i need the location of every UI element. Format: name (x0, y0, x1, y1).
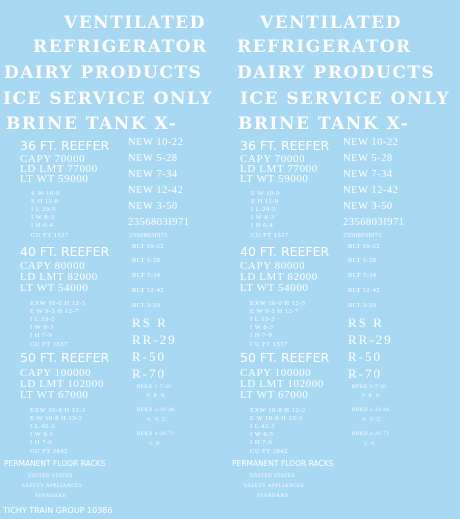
code-r-50: R-50 (348, 349, 382, 364)
rpkd-line: RPKD 1-7-30 (137, 385, 172, 390)
code-rr-29: RR-29 (132, 332, 177, 347)
rpkd-road: P. R. R. (362, 394, 382, 399)
floor-racks-label: PERMANENT FLOOR RACKS (232, 459, 334, 468)
reefer40-dim: I W 8-3 (30, 324, 54, 331)
united-states-label: UNITED STATES (250, 474, 296, 479)
rpkd-line: RPKD 4-26-71 (352, 432, 390, 437)
heading-ventilated: VENTILATED (64, 13, 206, 33)
reefer40-dim: I H 7-9 (30, 332, 53, 339)
reefer36-capy: CAPY 70000 (20, 153, 86, 165)
reefer36-capy: CAPY 70000 (240, 153, 306, 165)
reefer40-dim: E W 9-5 H 12-7 (30, 308, 79, 315)
rpkd-road: S. P. (364, 442, 376, 447)
reefer40-dim: I W 8-3 (250, 324, 274, 331)
rpkd-line: RPKD 3-19-48 (352, 408, 390, 413)
code-r-50: R-50 (132, 349, 166, 364)
reefer40-title: 40 FT. REEFER (20, 244, 110, 259)
floor-racks-label: PERMANENT FLOOR RACKS (4, 459, 106, 468)
rpkd-road: P. R. R. (147, 394, 167, 399)
code-r-70: R-70 (348, 366, 382, 381)
reefer40-dim: I L 33-2 (250, 316, 276, 323)
new-date: NEW 12-42 (343, 185, 399, 196)
reefer40-ldlmt: LD LMT 82000 (20, 271, 98, 283)
reefer50-dim: EXW 10-8 H 12-2 (30, 407, 86, 414)
rpkd-line: RPKD 4-26-71 (137, 432, 175, 437)
reefer50-dim: E W 10-8 H 13-3 (250, 415, 303, 422)
blt-date: BLT 5-28 (348, 257, 377, 264)
united-states-label: UNITED STATES (28, 474, 74, 479)
reefer50-cuft: CU FT 2842 (30, 448, 68, 455)
reefer50-ldlmt: LD LMT 102000 (20, 378, 104, 390)
rpkd-line: RPKD 3-19-48 (137, 408, 175, 413)
reefer50-title: 50 FT. REEFER (240, 350, 330, 365)
rpkd-road: N. Y. C. (147, 418, 168, 423)
reefer36-dim: I W 8-3 (251, 214, 275, 221)
reefer36-ltwt: LT WT 59000 (20, 173, 89, 185)
reefer36-dim: E W 10-0 (31, 190, 61, 197)
reefer40-cuft: CU FT 1537 (250, 341, 288, 348)
blt-date: BLT 3-50 (348, 302, 377, 309)
reefer40-dim: EXW 10-0 H 12-5 (250, 300, 306, 307)
reefer36-dim: I L 29-5 (31, 206, 57, 213)
code-rs-r: RS R (348, 315, 384, 330)
reefer36-cuft: CU FT 1537 (31, 232, 69, 239)
brand-label: TICHY TRAIN GROUP 10386 (3, 506, 113, 515)
blt-date: BLT 7-34 (348, 272, 377, 279)
reefer36-dim: I L 29-5 (251, 206, 277, 213)
reefer36-dim: E H 11-8 (31, 198, 59, 205)
new-date: NEW 5-28 (128, 153, 178, 164)
blt-date: BLT 10-22 (348, 243, 380, 250)
safety-appliances-label: SAFETY APPLIANCES (22, 484, 83, 489)
reefer36-title: 36 FT. REEFER (20, 138, 110, 153)
reefer40-capy: CAPY 80000 (240, 260, 306, 272)
new-date: NEW 3-50 (128, 201, 178, 212)
reefer36-dim: I W 8-3 (31, 214, 55, 221)
reefer36-dim: E W 10-0 (251, 190, 281, 197)
reefer40-dim: I H 7-9 (250, 332, 273, 339)
reefer40-dim: I L 33-2 (30, 316, 56, 323)
standard-label: STANDARD (257, 494, 289, 499)
reefer50-ltwt: LT WT 67000 (240, 389, 309, 401)
rpkd-road: N. Y. C. (362, 418, 383, 423)
safety-appliances-label: SAFETY APPLIANCES (244, 484, 305, 489)
heading-ice-service-only: ICE SERVICE ONLY (3, 89, 214, 109)
reefer40-cuft: CU FT 1537 (30, 341, 68, 348)
reefer40-ltwt: LT WT 54000 (240, 282, 309, 294)
code-rs-r: RS R (132, 315, 168, 330)
blt-date: BLT 10-22 (132, 243, 164, 250)
new-date: NEW 5-28 (343, 153, 393, 164)
reefer36-ldlmt: LD LMT 77000 (240, 163, 318, 175)
reefer36-cuft: CU FT 1537 (251, 232, 289, 239)
heading-dairy-products: DAIRY PRODUCTS (4, 63, 203, 83)
reefer40-title: 40 FT. REEFER (240, 244, 330, 259)
reefer50-capy: CAPY 100000 (240, 367, 312, 379)
blt-date: BLT 7-34 (132, 272, 161, 279)
heading-ice-service-only: ICE SERVICE ONLY (240, 89, 451, 109)
new-number: 2356803I971 (343, 217, 405, 228)
reefer36-dim: E H 11-8 (251, 198, 279, 205)
reefer50-dim: I L 42-2 (30, 423, 56, 430)
reefer50-ltwt: LT WT 67000 (20, 389, 89, 401)
heading-brine-tank: BRINE TANK X- (6, 114, 178, 134)
reefer40-ltwt: LT WT 54000 (20, 282, 89, 294)
blt-number: 2356803I971 (129, 232, 169, 239)
heading-refrigerator: REFRIGERATOR (33, 37, 208, 57)
reefer36-dim: I H 6-4 (31, 222, 54, 229)
decal-set-right (230, 0, 460, 519)
blt-date: BLT 3-50 (132, 302, 161, 309)
reefer50-dim: I H 7-6 (30, 439, 53, 446)
new-date: NEW 10-22 (128, 137, 184, 148)
new-number: 2356803I971 (128, 217, 190, 228)
reefer50-dim: I W 8-5 (30, 431, 54, 438)
reefer40-ldlmt: LD LMT 82000 (240, 271, 318, 283)
reefer36-ltwt: LT WT 59000 (240, 173, 309, 185)
reefer50-dim: I H 7-6 (250, 439, 273, 446)
reefer50-ldlmt: LD LMT 102000 (240, 378, 324, 390)
reefer50-dim: EXW 10-8 H 12-2 (250, 407, 306, 414)
blt-date: BLT 12-42 (348, 287, 380, 294)
code-rr-29: RR-29 (348, 332, 393, 347)
new-date: NEW 12-42 (128, 185, 184, 196)
new-date: NEW 3-50 (343, 201, 393, 212)
reefer36-dim: I H 6-4 (251, 222, 274, 229)
new-date: NEW 10-22 (343, 137, 399, 148)
reefer50-cuft: CU FT 2842 (250, 448, 288, 455)
new-date: NEW 7-34 (128, 169, 178, 180)
heading-brine-tank: BRINE TANK X- (238, 114, 410, 134)
heading-ventilated: VENTILATED (260, 13, 402, 33)
rpkd-road: S. P. (149, 442, 161, 447)
blt-date: BLT 12-42 (132, 287, 164, 294)
reefer36-ldlmt: LD LMT 77000 (20, 163, 98, 175)
blt-date: BLT 5-28 (132, 257, 161, 264)
reefer50-dim: I W 8-5 (250, 431, 274, 438)
reefer50-title: 50 FT. REEFER (20, 350, 110, 365)
rpkd-line: RPKD 1-7-30 (352, 385, 387, 390)
reefer40-dim: EXW 10-0 H 12-5 (30, 300, 86, 307)
reefer50-capy: CAPY 100000 (20, 367, 92, 379)
reefer40-dim: E W 9-5 H 12-7 (250, 308, 299, 315)
reefer36-title: 36 FT. REEFER (240, 138, 330, 153)
heading-dairy-products: DAIRY PRODUCTS (237, 63, 436, 83)
blt-number: 2356803I971 (343, 232, 383, 239)
heading-refrigerator: REFRIGERATOR (237, 37, 412, 57)
standard-label: STANDARD (35, 494, 67, 499)
new-date: NEW 7-34 (343, 169, 393, 180)
reefer50-dim: E W 10-8 H 13-3 (30, 415, 83, 422)
code-r-70: R-70 (132, 366, 166, 381)
reefer40-capy: CAPY 80000 (20, 260, 86, 272)
reefer50-dim: I L 42-2 (250, 423, 276, 430)
